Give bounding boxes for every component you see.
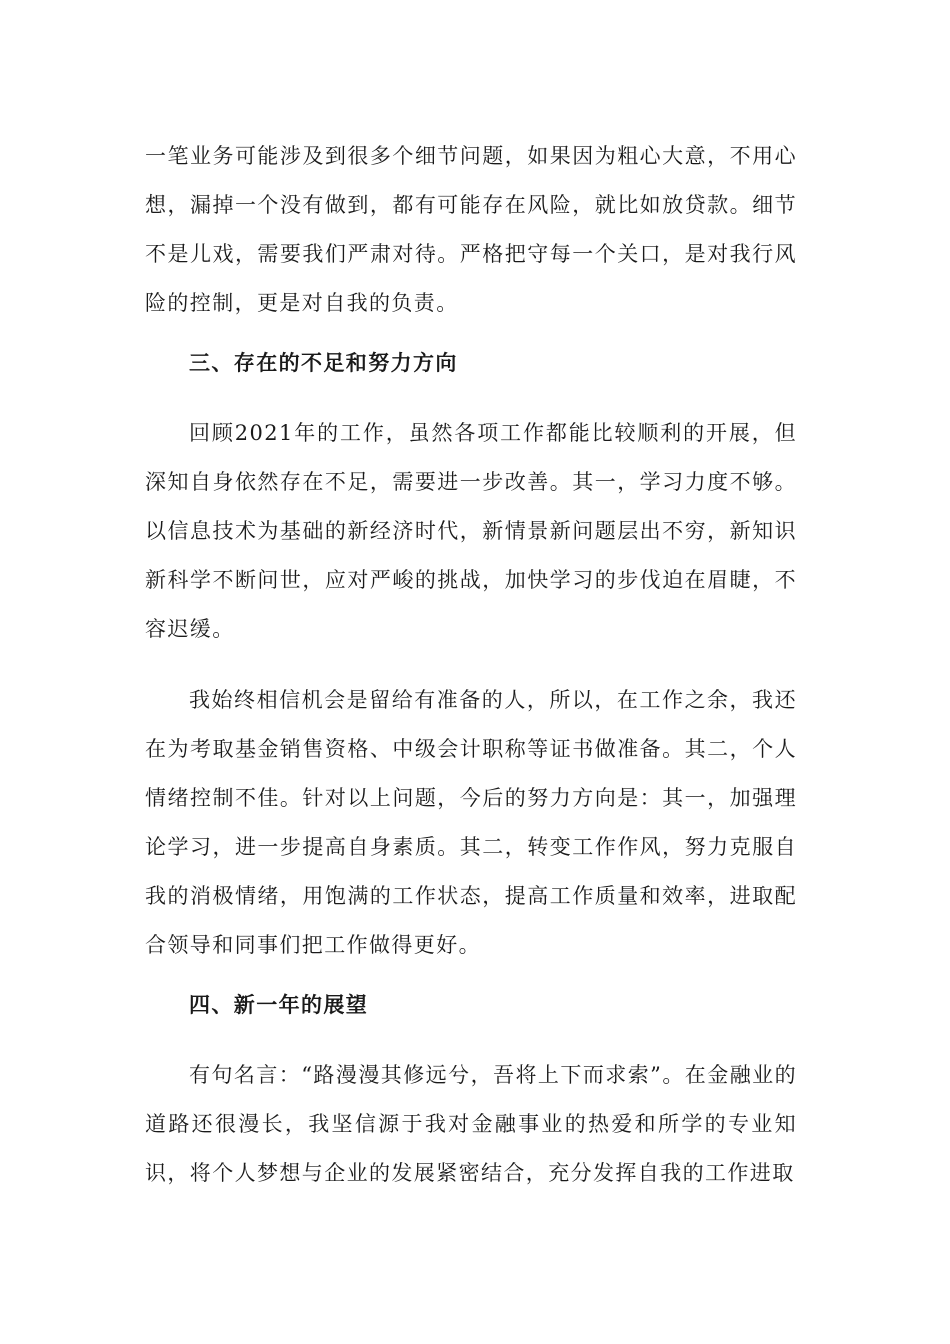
- section-heading-outlook: 四、新一年的展望: [189, 992, 369, 1017]
- spacer: [145, 328, 797, 338]
- section-heading-shortcomings: 三、存在的不足和努力方向: [189, 350, 458, 375]
- document-page: [145, 132, 797, 1198]
- spacer: [145, 970, 797, 980]
- spacer: [145, 1029, 797, 1051]
- paragraph-improvement: 我始终相信机会是留给有准备的人，所以，在工作之余，我还在为考取基金销售资格、中级会计职称等证书做准备。其二，个人情绪控制不佳。针对以上问题，今后的努力方向是：其一，加强理论学习，进一步提高自身素质。其二，转变工作作风，努力克服自我的消极情绪，用饱满的工作状态，提高工作质量和效率，进取配合领导和同事们把工作做得更好。: [145, 688, 797, 957]
- spacer: [145, 654, 797, 676]
- paragraph-outlook: 有句名言：“路漫漫其修远兮，吾将上下而求索”。在金融业的道路还很漫长，我坚信源于我对金融事业的热爱和所学的专业知识，将个人梦想与企业的发展紧密结合，充分发挥自我的工作进取: [145, 1063, 797, 1185]
- paragraph-risk-details: 一笔业务可能涉及到很多个细节问题，如果因为粗心大意，不用心想，漏掉一个没有做到，都有可能存在风险，就比如放贷款。细节不是儿戏，需要我们严肃对待。严格把守每一个关口，是对我行风险的控制，更是对自我的负责。: [145, 144, 797, 315]
- paragraph-review: 回顾2021年的工作，虽然各项工作都能比较顺利的开展，但深知自身依然存在不足，需要进一步改善。其一，学习力度不够。以信息技术为基础的新经济时代，新情景新问题层出不穷，新知识新科学不断问世，应对严峻的挑战，加快学习的步伐迫在眉睫，不容迟缓。: [145, 421, 797, 641]
- spacer: [145, 387, 797, 409]
